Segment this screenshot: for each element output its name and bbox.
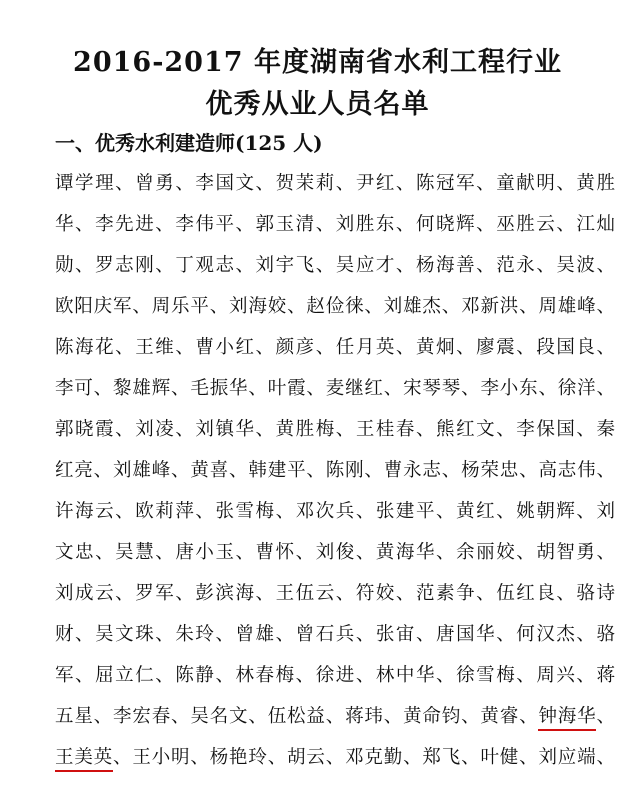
name-list-line-with-highlight [55,705,615,729]
name-list-line: 刘成云、罗军、彭滨海、王伍云、符姣、范素争、伍红良、骆诗 [55,583,615,604]
name-list-line: 欧阳庆军、周乐平、刘海姣、赵俭徕、刘雄杰、邓新洪、周雄峰、 [55,296,615,317]
name-list-line: 红亮、刘雄峰、黄喜、韩建平、陈刚、曹永志、杨荣忠、高志伟、 [55,460,615,481]
document-title-line-2: 优秀从业人员名单 [205,89,430,120]
highlighted-name: 钟海华 [538,706,596,731]
document-title-line-1: 2016-2017 年度湖南省水利工程行业 [73,47,562,78]
name-list-line: 许海云、欧莉萍、张雪梅、邓次兵、张建平、黄红、姚朝辉、刘 [55,501,615,522]
name-list-line: 军、屈立仁、陈静、林春梅、徐进、林中华、徐雪梅、周兴、蒋 [55,665,615,686]
name-list-text: 五星、李宏春、吴名文、伍松益、蒋玮、黄命钧、黄睿、 [55,706,539,727]
name-list-line: 财、吴文珠、朱玲、曾雄、曾石兵、张宙、唐国华、何汉杰、骆 [55,624,615,645]
name-list-line: 勋、罗志刚、丁观志、刘宇飞、吴应才、杨海善、范永、吴波、 [55,255,615,276]
section-heading: 一、优秀水利建造师(125 人) [55,131,323,155]
name-list-line: 李可、黎雄辉、毛振华、叶霞、麦继红、宋琴琴、李小东、徐洋、 [55,378,615,399]
name-list-line: 陈海花、王维、曹小红、颜彦、任月英、黄炯、廖震、段国良、 [55,337,615,358]
name-list-line: 文忠、吴慧、唐小玉、曹怀、刘俊、黄海华、余丽姣、胡智勇、 [55,542,615,563]
highlighted-name: 王美英 [55,747,113,772]
name-list-text: 、王小明、杨艳玲、胡云、邓克勤、郑飞、叶健、刘应端、 [113,747,615,768]
name-list-line: 郭晓霞、刘凌、刘镇华、黄胜梅、王桂春、熊红文、李保国、秦 [55,419,615,440]
name-list-text: 、 [596,706,615,727]
name-list-line: 华、李先进、李伟平、郭玉清、刘胜东、何晓辉、巫胜云、江灿 [55,214,615,235]
name-list-line-with-highlight [55,746,615,770]
name-list-line: 谭学理、曾勇、李国文、贺茉莉、尹红、陈冠军、童献明、黄胜 [55,173,615,194]
